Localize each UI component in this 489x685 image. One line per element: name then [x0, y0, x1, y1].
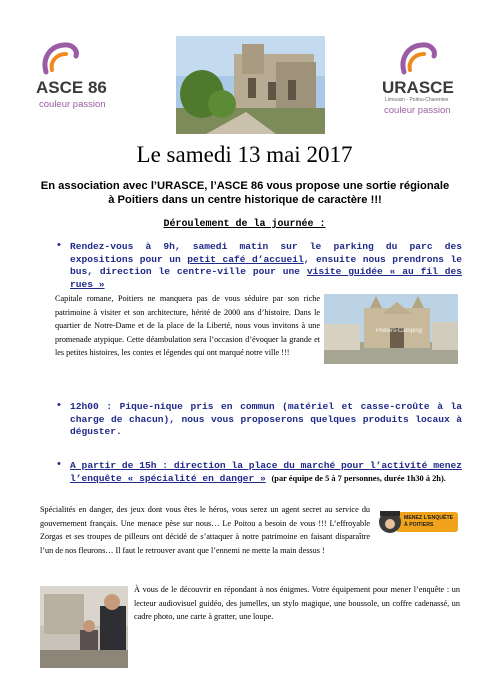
asce86-logo	[34, 42, 124, 114]
visitors-photo	[40, 586, 128, 668]
badge-text: MENEZ L'ENQUÊTE À POITIERS	[404, 515, 454, 528]
program-heading: Déroulement de la journée :	[163, 219, 326, 230]
team-size-note: (par équipe de 5 à 7 personnes, durée 1h30 à 2h).	[271, 473, 446, 483]
bullet-icon: •	[57, 239, 61, 251]
program-item-lunch: 12h00 : Pique-nique pris en commun (matériel et casse-croûte à la charge de chacun), nous vous proposerons quelques produits locaux à déguster.	[70, 401, 462, 437]
visitors-image	[40, 586, 128, 668]
urasce-logo	[380, 42, 480, 122]
photo-watermark: Poitiers-Camping	[376, 328, 423, 334]
game-description: Spécialités en danger, des jeux dont vous êtes le héros, vous serez un agent secret au service du gouvernement français. Une menace pèse sur nous… Le Poitou a besoin de vous !!! L’effroyable Zorgas et ses troupes de pilleurs ont décidé de s’attaquer à notre patrimoine en faisant disparaître l’un de nos fleurons… Il faut le retrouver avant que l’ennemi ne mette la main dessus !	[40, 505, 370, 555]
urasce-logo-region: Limousin - Poitou-Charentes	[385, 97, 449, 103]
urasce-logo-mark-icon	[398, 42, 438, 76]
asce86-logo-tagline: couleur passion	[39, 99, 106, 110]
investigation-badge	[378, 508, 460, 536]
intro-text: En association avec l’URASCE, l’ASCE 86 vous propose une sortie régionale à Poitiers dans un centre historique de caractère !!!	[40, 180, 450, 206]
item1-text-part2: , ensuite nous prendrons le bus, direction le centre-ville pour une	[70, 253, 462, 277]
notre-dame-photo	[324, 294, 458, 364]
cathedral-photo	[176, 36, 325, 134]
visit-description: Capitale romane, Poitiers ne manquera pas de vous séduire par son riche patrimoine à visiter et son architecture, hérité de 2000 ans d’histoire. Dans le quartier de Notre-Dame et de la place de la Liberté, nous vous invitons à une promenade atypique. Cette déambulation sera l’occasion d’évoquer la grande et les petites histoires, les contes et légendes qui ont marqué notre ville !!!	[55, 294, 320, 357]
asce86-logo-mark-icon	[40, 42, 80, 76]
item1-text-part1: Rendez-vous à 9h, samedi matin sur le parking du parc des expositions pour un	[70, 241, 462, 265]
urasce-logo-name: URASCE	[382, 78, 454, 97]
page-title: Le samedi 13 mai 2017	[136, 142, 353, 167]
asce86-logo-name: ASCE 86	[36, 78, 107, 97]
investigation-activity-link[interactable]: A partir de 15h : direction la place du marché pour l’activité menez l’enquête « spécialité en danger »	[70, 460, 462, 484]
cathedral-image	[176, 36, 325, 134]
bullet-icon: •	[57, 399, 61, 411]
bullet-icon: •	[57, 458, 61, 470]
equipment-description: À vous de le découvrir en répondant à nos énigmes. Votre équipement pour mener l’enquête : un lecteur audiovisuel guidéo, des jumelles, un stylo magique, une boussole, un coffre cadenassé, un cadre photo, une carte à gratter, une loupe.	[134, 585, 460, 621]
welcome-coffee-link[interactable]: petit café d’accueil	[187, 253, 304, 265]
program-item-morning	[70, 241, 462, 291]
program-item-afternoon	[70, 460, 462, 485]
guided-visit-link[interactable]: visite guidée « au fil des rues »	[70, 266, 462, 290]
urasce-logo-tagline: couleur passion	[384, 105, 451, 116]
